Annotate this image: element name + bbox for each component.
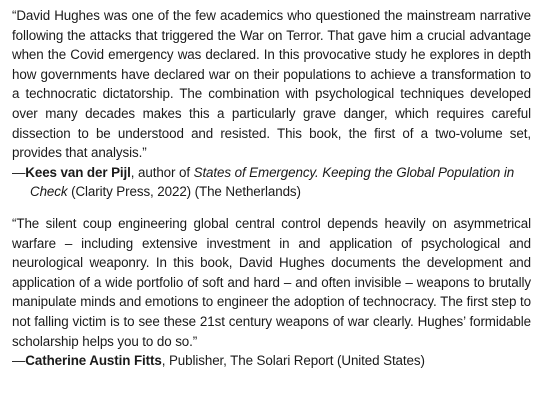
endorsement-attribution: [12, 163, 531, 202]
endorser-book-title: States of Emergency. Keeping the Global Population in Check: [30, 164, 515, 200]
endorser-name: Catherine Austin Fitts: [25, 353, 162, 369]
endorsement-kees-van-der-pijl: [12, 6, 531, 202]
endorsement-quote: “The silent coup engineering global central control depends heavily on asymmetrical warfare – including extensive investment in and application of psychological and neurological weaponry. In this book, David Hughes documents the development and application of a wide portfolio of soft and hard – and often invisible – weapons to brutally manipulate minds and emotions to engineer the adoption of technocracy. The first step to not falling victim is to see these 21st century weapons of war clearly. Hughes’ formidable scholarship helps you to do so.”: [12, 215, 531, 349]
endorsement-quote: “David Hughes was one of the few academics who questioned the mainstream narrative following the attacks that triggered the War on Terror. That gave him a crucial advantage when the Covid emergency was declared. In this provocative study he explores in depth how governments have declared war on their populations to achieve a transformation to a technocratic dictatorship. The combination with psychological techniques developed over many decades makes this a particularly grave danger, which requires careful dissection to be understood and resisted. This book, the first of a two-volume set, provides that analysis.”: [12, 8, 531, 161]
endorsement-catherine-austin-fitts: [12, 214, 531, 371]
attribution-dash: —: [12, 353, 26, 369]
endorser-role-prefix: , author of: [130, 164, 194, 180]
endorser-role-prefix: , Publisher, The Solari Report (United States): [161, 353, 425, 369]
attribution-dash: —: [12, 164, 26, 180]
endorser-role-suffix: (Clarity Press, 2022) (The Netherlands): [67, 184, 301, 200]
endorser-name: Kees van der Pijl: [25, 164, 131, 180]
endorsement-attribution: [12, 351, 531, 371]
